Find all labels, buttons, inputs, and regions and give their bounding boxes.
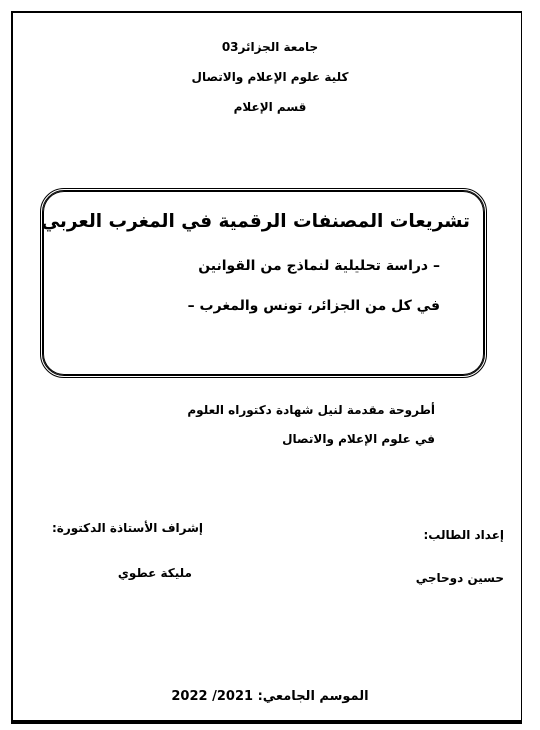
- prepared-by-label: إعداد الطالب:: [423, 528, 504, 542]
- supervisor-label: إشراف الأستاذة الدكتورة:: [51, 521, 203, 535]
- thesis-subtitle-line2: في كل من الجزائر، تونس والمغرب –: [187, 298, 440, 314]
- thesis-degree-line2: في علوم الإعلام والاتصال: [282, 432, 435, 446]
- academic-year: الموسم الجامعي: 2021/ 2022: [171, 689, 369, 704]
- student-name: حسين دوحاجي: [415, 571, 504, 585]
- university-name: جامعة الجزائر03: [221, 40, 319, 54]
- thesis-title: تشريعات المصنفات الرقمية في المغرب العربي: [41, 211, 470, 232]
- faculty-name: كلية علوم الإعلام والاتصال: [191, 70, 349, 84]
- thesis-degree-line1: أطروحة مقدمة لنيل شهادة دكتوراه العلوم: [187, 403, 435, 417]
- supervisor-name: مليكة عطوي: [117, 566, 192, 580]
- thesis-subtitle-line1: – دراسة تحليلية لنماذج من القوانين: [198, 258, 440, 274]
- department-name: قسم الإعلام: [233, 100, 307, 114]
